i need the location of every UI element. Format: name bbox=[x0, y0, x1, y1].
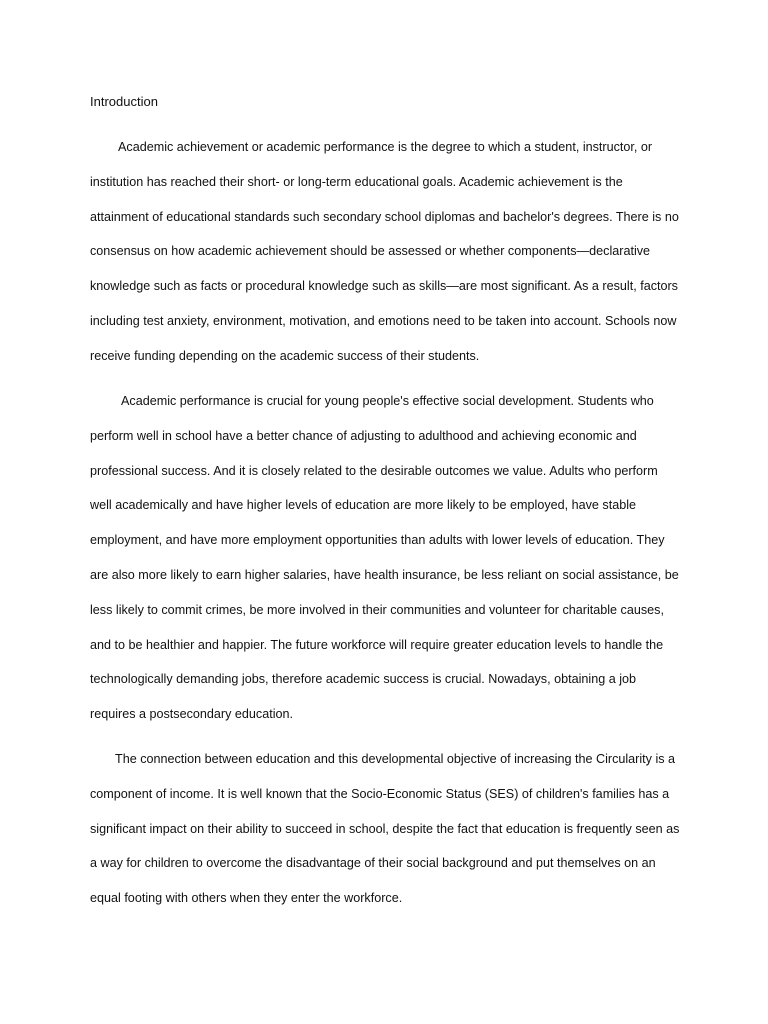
paragraph-3-text: The connection between education and this developmental objective of increasing the Circularity is a component of income. It is well known that the Socio-Economic Status (SES) of children's families has a significant impact on their ability to succeed in school, despite the fact that education is frequently seen as a way for children to overcome the disadvantage of their social background and put themselves on an equal footing with others when they enter the workforce. bbox=[90, 752, 680, 906]
paragraph-1-text: Academic achievement or academic performance is the degree to which a student, instructor, or institution has reached their short- or long-term educational goals. Academic achievement is the attainment of educational standards such secondary school diplomas and bachelor's degrees. There is no consensus on how academic achievement should be assessed or whether components—declarative knowledge such as facts or procedural knowledge such as skills—are most significant. As a result, factors including test anxiety, environment, motivation, and emotions need to be taken into account. Schools now receive funding depending on the academic success of their students. bbox=[90, 140, 679, 363]
section-heading: Introduction bbox=[90, 94, 158, 109]
paragraph-3 bbox=[90, 742, 680, 916]
paragraph-1 bbox=[90, 130, 680, 374]
paragraph-2-text: Academic performance is crucial for young people's effective social development. Students who perform well in school have a better chance of adjusting to adulthood and achieving economic and professional success. And it is closely related to the desirable outcomes we value. Adults who perform well academically and have higher levels of education are more likely to be employed, have stable employment, and have more employment opportunities than adults with lower levels of education. They are also more likely to earn higher salaries, have health insurance, be less reliant on social assistance, be less likely to commit crimes, be more involved in their communities and volunteer for charitable causes, and to be healthier and happier. The future workforce will require greater education levels to handle the technologically demanding jobs, therefore academic success is crucial. Nowadays, obtaining a job requires a postsecondary education. bbox=[90, 394, 679, 722]
paragraph-2 bbox=[90, 384, 680, 732]
